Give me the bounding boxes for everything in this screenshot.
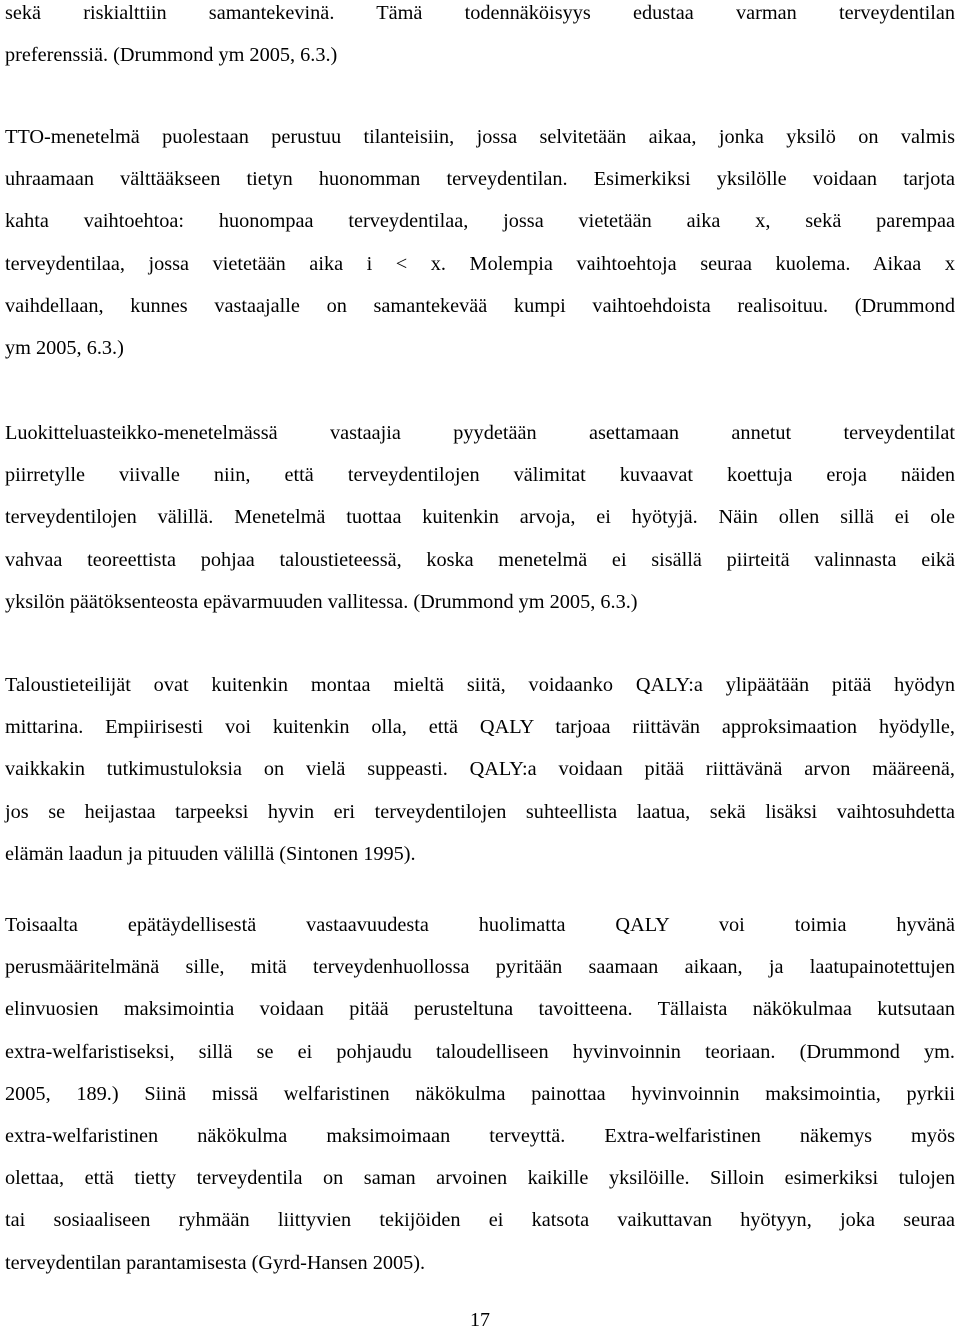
- text-line: Toisaalta epätäydellisestä vastaavuudesta huolimatta QALY voi toimia hyvänä: [5, 914, 955, 936]
- text-line: ym 2005, 6.3.): [5, 336, 124, 359]
- paragraph-5: [5, 904, 955, 1284]
- paragraph-1: [5, 0, 955, 76]
- text-line: Taloustieteilijät ovat kuitenkin montaa mieltä siitä, voidaanko QALY:a ylipäätään pitää hyödyn: [5, 674, 955, 696]
- text-line: vahvaa teoreettista pohjaa taloustieteessä, koska menetelmä ei sisällä piirteitä valinnasta eikä: [5, 548, 955, 571]
- text-line: 2005, 189.) Siinä missä welfaristinen näkökulma painottaa hyvinvoinnin maksimointia, pyrkii: [5, 1082, 955, 1105]
- text-line: terveydentilaa, jossa vietetään aika i < x. Molempia vaihtoehtoja seuraa kuolema. Aikaa x: [5, 252, 955, 275]
- text-line: sekä riskialttiin samantekevinä. Tämä todennäköisyys edustaa varman terveydentilan: [5, 2, 955, 24]
- text-line: Luokitteluasteikko-menetelmässä vastaajia pyydetään asettamaan annetut terveydentilat: [5, 422, 955, 444]
- text-line: tai sosiaaliseen ryhmään liittyvien tekijöiden ei katsota vaikuttavan hyötyyn, joka seuraa: [5, 1209, 955, 1232]
- page-number: 17: [470, 1309, 490, 1331]
- text-line: olettaa, että tietty terveydentila on saman arvoinen kaikille yksilöille. Silloin esimerkiksi tulojen: [5, 1167, 955, 1190]
- paragraph-4: [5, 664, 955, 875]
- text-line: TTO-menetelmä puolestaan perustuu tilanteisiin, jossa selvitetään aikaa, jonka yksilö on valmis: [5, 126, 955, 148]
- text-line: piirretylle viivalle niin, että terveydentilojen välimitat kuvaavat koettuja eroja näiden: [5, 464, 955, 487]
- text-line: kahta vaihtoehtoa: huonompaa terveydentilaa, jossa vietetään aika x, sekä parempaa: [5, 210, 955, 233]
- text-line: preferenssiä. (Drummond ym 2005, 6.3.): [5, 44, 338, 67]
- text-line: extra-welfaristinen näkökulma maksimoimaan terveyttä. Extra-welfaristinen näkemys myös: [5, 1124, 955, 1147]
- text-line: perusmääritelmänä sille, mitä terveydenhuollossa pyritään saamaan aikaan, ja laatupainotettujen: [5, 956, 955, 979]
- text-line: yksilön päätöksenteosta epävarmuuden vallitessa. (Drummond ym 2005, 6.3.): [5, 590, 638, 613]
- text-line: elämän laadun ja pituuden välillä (Sintonen 1995).: [5, 842, 416, 865]
- text-line: terveydentilan parantamisesta (Gyrd-Hansen 2005).: [5, 1251, 426, 1274]
- paragraph-2: [5, 116, 955, 369]
- text-line: terveydentilojen välillä. Menetelmä tuottaa kuitenkin arvoja, ei hyötyjä. Näin ollen sillä ei ole: [5, 506, 955, 529]
- text-line: uhraamaan välttääkseen tietyn huonomman terveydentilan. Esimerkiksi yksilölle voidaan tarjota: [5, 168, 955, 191]
- text-line: jos se heijastaa tarpeeksi hyvin eri terveydentilojen suhteellista laatua, sekä lisäksi vaihtosuhdetta: [5, 800, 955, 823]
- text-line: extra-welfaristiseksi, sillä se ei pohjaudu taloudelliseen hyvinvoinnin teoriaan. (Drummond ym.: [5, 1040, 955, 1063]
- paragraph-3: [5, 412, 955, 623]
- text-line: vaihdellaan, kunnes vastaajalle on samantekevää kumpi vaihtoehdoista realisoituu. (Drummond: [5, 294, 955, 317]
- text-line: elinvuosien maksimointia voidaan pitää perusteltuna tavoitteena. Tällaista näkökulmaa kutsutaan: [5, 998, 955, 1021]
- text-line: mittarina. Empiirisesti voi kuitenkin olla, että QALY tarjoaa riittävän approksimaation hyödylle,: [5, 716, 955, 739]
- text-line: vaikkakin tutkimustuloksia on vielä suppeasti. QALY:a voidaan pitää riittävänä arvon määreenä,: [5, 758, 955, 781]
